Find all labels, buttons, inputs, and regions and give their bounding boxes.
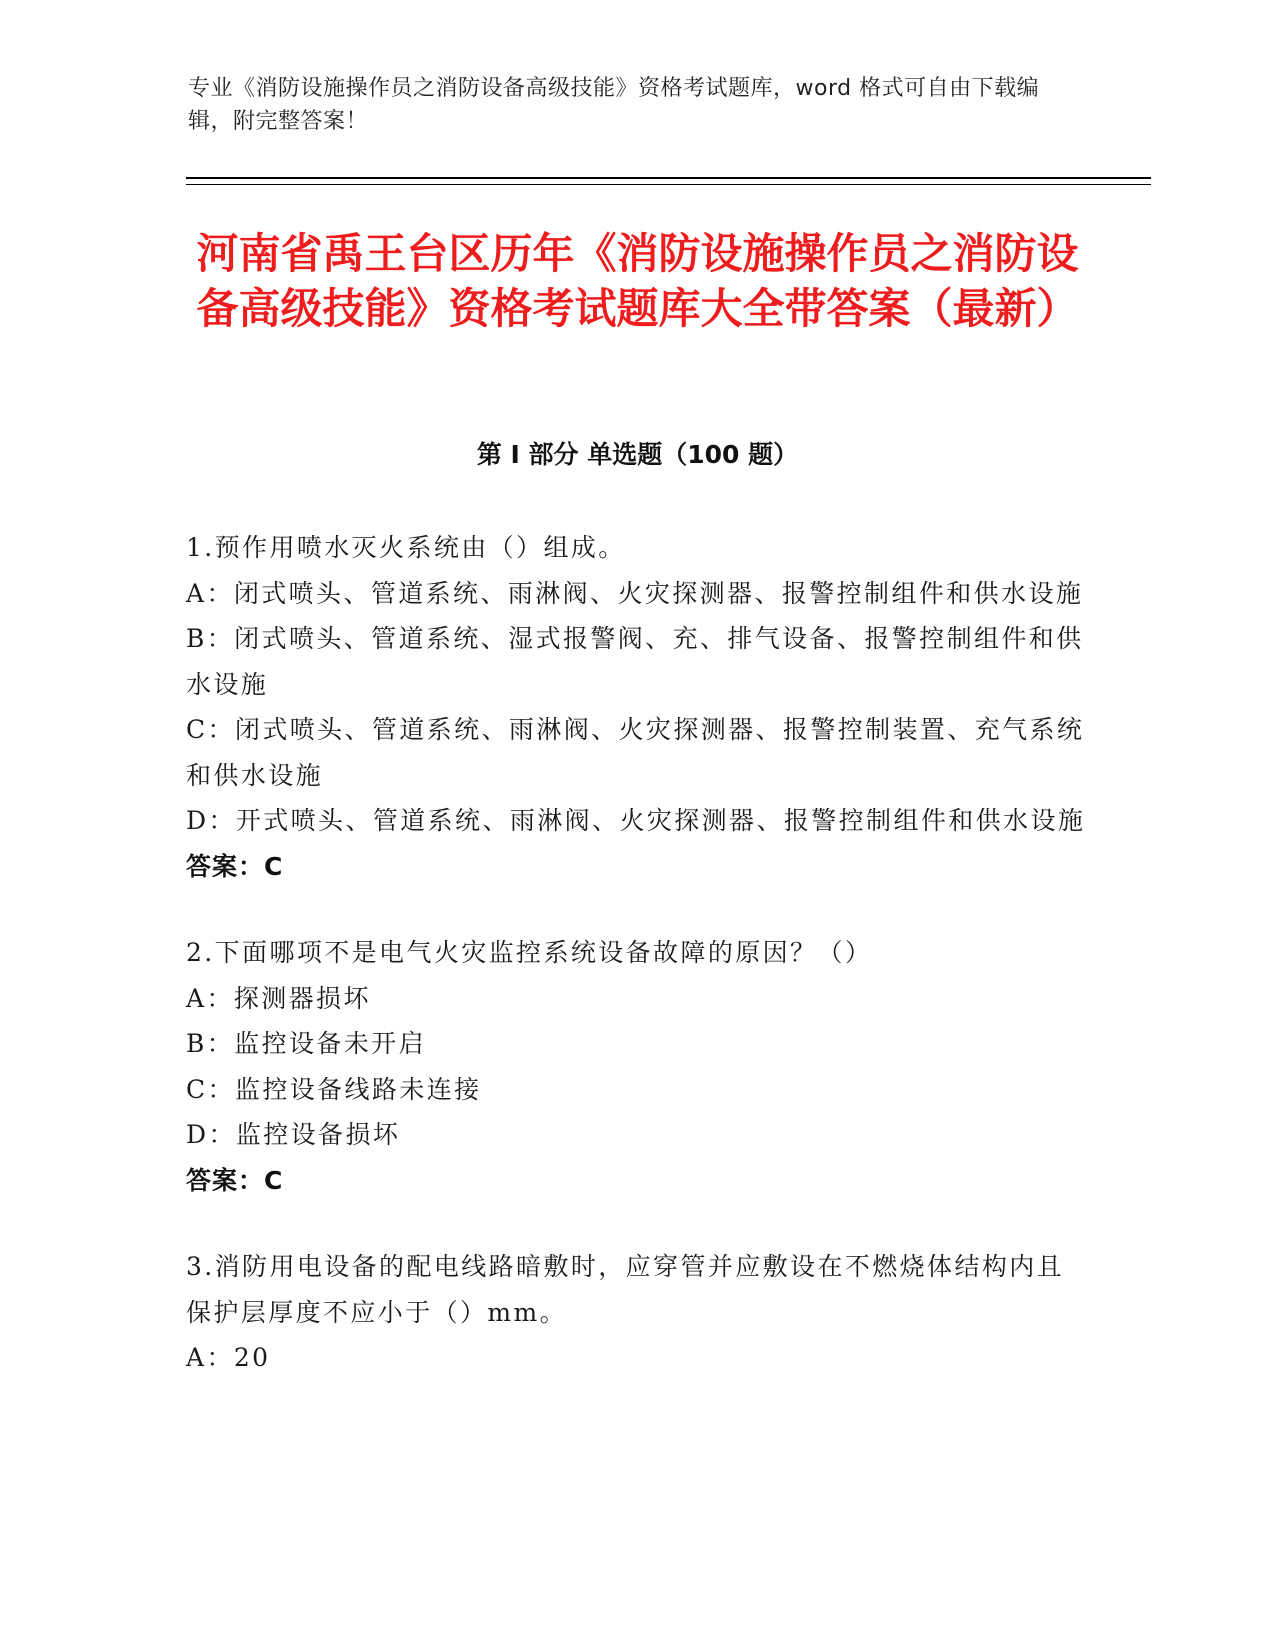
option-c: C：闭式喷头、管道系统、雨淋阀、火灾探测器、报警控制装置、充气系统和供水设施: [186, 715, 1085, 790]
option-b: B：闭式喷头、管道系统、湿式报警阀、充、排气设备、报警控制组件和供水设施: [186, 624, 1084, 699]
question-1: [186, 525, 1086, 889]
option-a: A：闭式喷头、管道系统、雨淋阀、火灾探测器、报警控制组件和供水设施: [186, 578, 1084, 608]
question-2: [186, 930, 1086, 1203]
header-note: 专业《消防设施操作员之消防设备高级技能》资格考试题库，word 格式可自由下载编辑，附完整答案！: [188, 76, 1040, 134]
document-title: 河南省禹王台区历年《消防设施操作员之消防设备高级技能》资格考试题库大全带答案（最新）: [196, 229, 1079, 333]
option-d: D：监控设备损坏: [186, 1120, 401, 1149]
option-b: B：监控设备未开启: [186, 1029, 426, 1058]
question-stem: 3.消防用电设备的配电线路暗敷时，应穿管并应敷设在不燃烧体结构内且保护层厚度不应小于（）mm。: [186, 1252, 1065, 1327]
question-stem: 2.下面哪项不是电气火灾监控系统设备故障的原因？（）: [186, 938, 873, 967]
question-stem: 1.预作用喷水灭火系统由（）组成。: [186, 533, 626, 562]
header-rule-thick: [186, 177, 1151, 179]
question-list: [186, 525, 1086, 1422]
answer-line: 答案：C: [186, 1165, 284, 1195]
option-a: A：探测器损坏: [186, 983, 371, 1013]
question-3: [186, 1244, 1086, 1381]
option-c: C：监控设备线路未连接: [186, 1074, 482, 1104]
section-heading: 第 I 部分 单选题（100 题）: [476, 440, 799, 469]
option-a: A：20: [186, 1343, 271, 1372]
header-rule-thin: [186, 184, 1151, 185]
option-d: D：开式喷头、管道系统、雨淋阀、火灾探测器、报警控制组件和供水设施: [186, 806, 1086, 835]
answer-line: 答案：C: [186, 851, 284, 881]
